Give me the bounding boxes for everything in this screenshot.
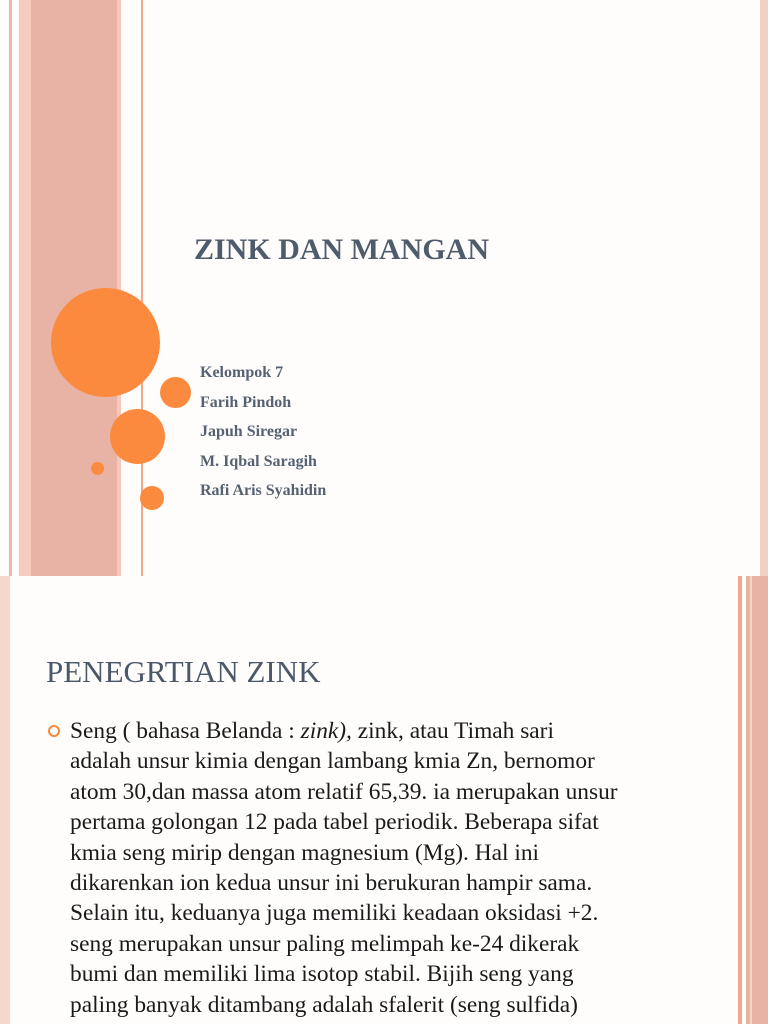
member-list-item: Kelompok 7 [200, 364, 284, 381]
text-segment: Seng ( bahasa Belanda : [70, 718, 301, 744]
decorative-circle [140, 486, 164, 510]
text-line: atom 30,dan massa atom relatif 65,39. ia merupakan unsur [70, 778, 618, 805]
decorative-stripe [750, 576, 752, 1024]
slide-title: PENEGRTIAN ZINK [46, 654, 321, 689]
decorative-stripe [0, 576, 10, 1024]
member-list [200, 358, 326, 506]
text-line: adalah unsur kimia dengan lambang kmia Zn, bernomor [70, 748, 595, 775]
member-list-item: M. Iqbal Saragih [200, 452, 317, 470]
text-line: Selain itu, keduanya juga memiliki keadaan oksidasi +2. [70, 900, 599, 927]
text-segment: zink, atau Timah sari [351, 718, 554, 744]
text-line: dikarenkan ion kedua unsur ini berukuran hampir sama. [70, 870, 593, 897]
decorative-circle [110, 409, 165, 464]
text-line: pertama golongan 12 pada tabel periodik. Beberapa sifat [70, 809, 599, 836]
decorative-stripe [117, 0, 121, 576]
member-list-item: Japuh Siregar [200, 423, 298, 440]
decorative-stripe [738, 576, 742, 1024]
decorative-stripe [19, 0, 31, 576]
bullet-item [46, 716, 686, 1020]
decorative-circle [160, 377, 191, 408]
bullet-text [70, 716, 690, 1020]
decorative-stripe [9, 0, 12, 576]
text-line: paling banyak ditambang adalah sfalerit (seng sulfida) [70, 991, 578, 1018]
slide-title: ZINK DAN MANGAN [194, 233, 489, 266]
text-line: kmia seng mirip dengan magnesium (Mg). Hal ini [70, 839, 540, 866]
decorative-circle [51, 288, 160, 397]
decorative-stripe [760, 0, 768, 576]
text-line [70, 716, 690, 746]
member-list-item: Rafi Aris Syahidin [200, 482, 327, 499]
member-list-item: Farih Pindoh [200, 393, 292, 411]
text-line: bumi dan memiliki lima isotop stabil. Bijih seng yang [70, 961, 574, 988]
italic-term: zink), [300, 718, 352, 744]
text-line: seng merupakan unsur paling melimpah ke-24 dikerak [70, 930, 580, 957]
decorative-circle [91, 462, 104, 475]
ring-bullet-icon [48, 725, 60, 737]
